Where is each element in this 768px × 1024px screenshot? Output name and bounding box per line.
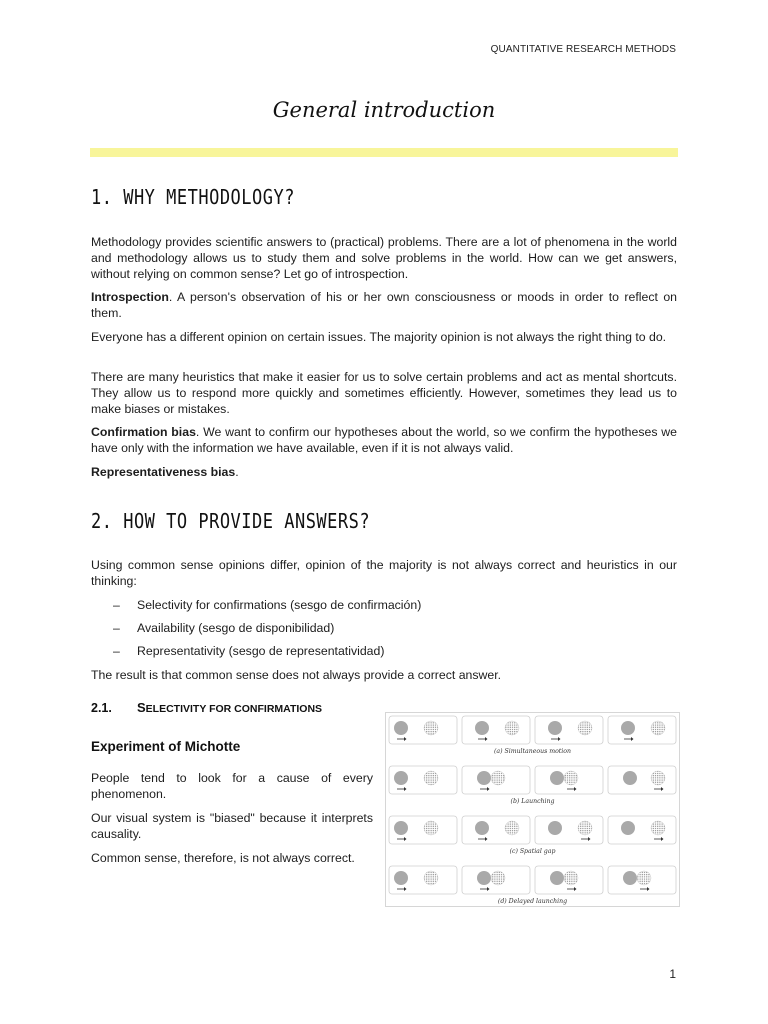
subsection-title-initial: S — [137, 700, 146, 715]
figure-panel — [462, 816, 530, 844]
figure-panel — [462, 716, 530, 744]
term-representativeness-bias: Representativeness bias — [91, 465, 236, 479]
solid-ball — [394, 721, 408, 735]
subsection-heading-selectivity — [91, 700, 322, 715]
section-heading-how-to-provide-answers: 2. HOW TO PROVIDE ANSWERS? — [91, 510, 371, 534]
page-number: 1 — [669, 967, 676, 981]
paragraph-representativeness-bias — [91, 464, 677, 480]
list-item — [113, 620, 334, 636]
solid-ball — [477, 771, 491, 785]
figure-row — [389, 866, 676, 905]
dotted-ball — [491, 771, 505, 785]
paragraph-confirmation-bias — [91, 424, 677, 456]
period: . — [235, 465, 239, 479]
paragraph-common-sense: Using common sense opinions differ, opinion of the majority is not always correct and heuristics in our thinking: — [91, 558, 677, 588]
dotted-ball — [424, 871, 438, 885]
definition-confirmation-bias: . We want to confirm our hypotheses about the world, so we confirm the hypotheses we have only with the information we have available, even if it is not always valid. — [91, 425, 677, 455]
figure-row — [389, 716, 676, 755]
solid-ball — [550, 771, 564, 785]
paragraph-methodology: Methodology provides scientific answers to (practical) problems. There are a lot of phenomena in the world and methodology allows us to study them and solve problems in the world. How can we get answers, without relying on common sense? Let go of introspection. — [91, 235, 677, 281]
section-heading-why-methodology: 1. WHY METHODOLOGY? — [91, 186, 295, 210]
figure-caption: (d) Delayed launching — [497, 898, 568, 905]
running-header: QUANTITATIVE RESEARCH METHODS — [490, 44, 676, 55]
dotted-ball — [424, 721, 438, 735]
solid-ball — [550, 871, 564, 885]
experiment-heading: Experiment of Michotte — [91, 739, 241, 754]
paragraph-introspection — [91, 289, 677, 321]
dotted-ball — [505, 721, 519, 735]
solid-ball — [394, 871, 408, 885]
solid-ball — [621, 721, 635, 735]
paragraph-common-sense-conclusion: Common sense, therefore, is not always correct. — [91, 851, 355, 865]
figure-row — [389, 816, 676, 855]
solid-ball — [548, 821, 562, 835]
solid-ball — [475, 721, 489, 735]
list-item-text: Selectivity for confirmations (sesgo de confirmación) — [137, 598, 422, 612]
figure-row — [389, 766, 676, 805]
figure-panel — [535, 716, 603, 744]
michotte-figure — [385, 712, 680, 907]
subsection-title-rest: ELECTIVITY FOR CONFIRMATIONS — [145, 703, 323, 715]
list-item-text: Representativity (sesgo de representatividad) — [137, 644, 385, 658]
dotted-ball — [578, 821, 592, 835]
solid-ball — [621, 821, 635, 835]
dotted-ball — [491, 871, 505, 885]
dotted-ball — [424, 821, 438, 835]
subsection-number: 2.1. — [91, 701, 112, 715]
solid-ball — [623, 771, 637, 785]
dotted-ball — [651, 721, 665, 735]
figure-panel — [608, 766, 676, 794]
paragraph-opinions: Everyone has a different opinion on certain issues. The majority opinion is not always the right thing to do. — [91, 330, 667, 344]
solid-ball — [477, 871, 491, 885]
dotted-ball — [651, 771, 665, 785]
list-dash: – — [113, 644, 120, 658]
dotted-ball — [424, 771, 438, 785]
michotte-diagram — [386, 713, 679, 906]
list-item — [113, 643, 384, 659]
solid-ball — [394, 821, 408, 835]
document-title: General introduction — [272, 98, 496, 122]
title-highlight-bar — [90, 148, 678, 157]
solid-ball — [394, 771, 408, 785]
figure-caption: (b) Launching — [510, 798, 555, 805]
solid-ball — [548, 721, 562, 735]
paragraph-result: The result is that common sense does not always provide a correct answer. — [91, 668, 502, 682]
dotted-ball — [578, 721, 592, 735]
list-item-text: Availability (sesgo de disponibilidad) — [137, 621, 335, 635]
term-introspection: Introspection — [91, 290, 169, 304]
figure-caption: (c) Spatial gap — [509, 848, 556, 855]
paragraph-visual-system: Our visual system is "biased" because it interprets causality. — [91, 811, 373, 841]
paragraph-cause: People tend to look for a cause of every phenomenon. — [91, 771, 373, 801]
dotted-ball — [564, 871, 578, 885]
definition-introspection: . A person's observation of his or her own consciousness or moods in order to reflect on them. — [91, 290, 677, 320]
dotted-ball — [651, 821, 665, 835]
list-dash: – — [113, 598, 120, 612]
figure-panel — [608, 716, 676, 744]
dotted-ball — [564, 771, 578, 785]
paragraph-heuristics: There are many heuristics that make it easier for us to solve certain problems and act as mental shortcuts. They allow us to respond more quickly and sometimes efficiently. However, sometimes they lead us to make biases or mistakes. — [91, 370, 677, 416]
solid-ball — [475, 821, 489, 835]
figure-caption: (a) Simultaneous motion — [494, 748, 571, 755]
term-confirmation-bias: Confirmation bias — [91, 425, 196, 439]
solid-ball — [623, 871, 637, 885]
figure-panel — [535, 816, 603, 844]
dotted-ball — [637, 871, 651, 885]
list-item — [113, 597, 421, 613]
figure-panel — [608, 816, 676, 844]
list-dash: – — [113, 621, 120, 635]
dotted-ball — [505, 821, 519, 835]
